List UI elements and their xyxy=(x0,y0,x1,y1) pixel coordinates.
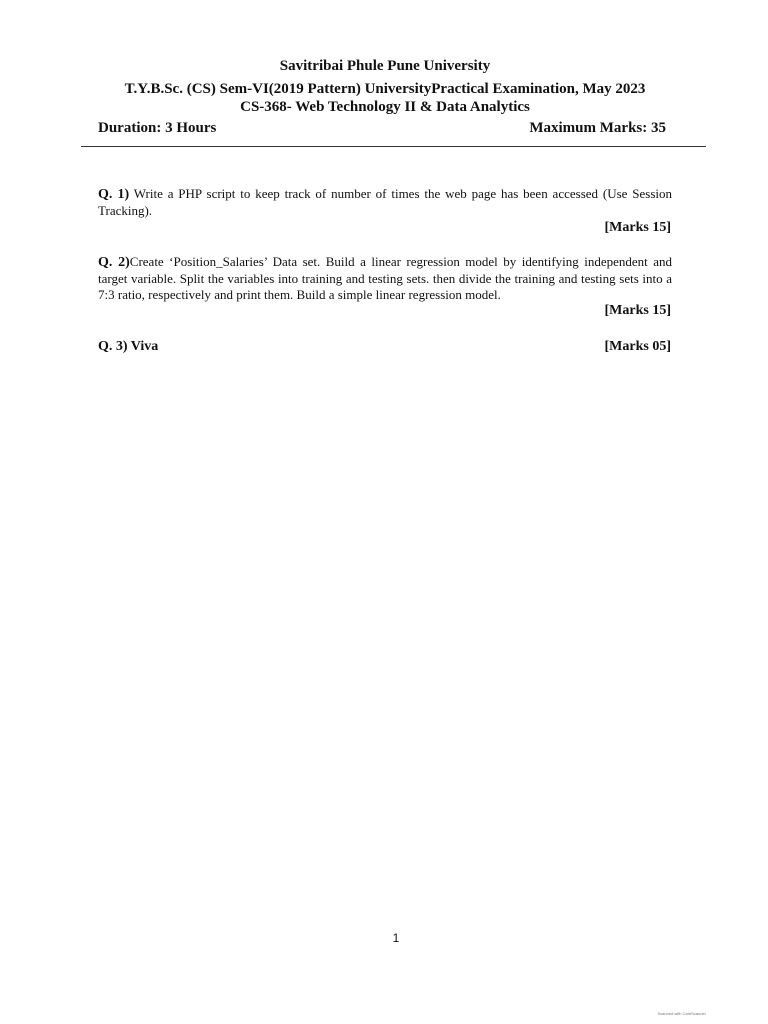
page-number: 1 xyxy=(392,931,400,945)
question-1-text: Write a PHP script to keep track of number of times the web page has been accessed (Use Session Tracking). xyxy=(98,186,672,218)
paper-title: CS-368- Web Technology II & Data Analytics xyxy=(240,99,530,115)
duration-label: Duration: 3 Hours xyxy=(98,120,217,136)
question-1-number: Q. 1) xyxy=(98,187,130,202)
header-divider xyxy=(81,146,706,147)
question-2 xyxy=(98,254,672,303)
max-marks-label: Maximum Marks: 35 xyxy=(529,120,666,136)
scanner-watermark: Scanned with CamScanner xyxy=(657,1011,706,1016)
exam-meta-row xyxy=(98,118,666,138)
question-3 xyxy=(98,338,671,356)
question-3-marks: [Marks 05] xyxy=(604,339,671,354)
question-2-marks: [Marks 15] xyxy=(604,303,671,318)
question-3-number: Q. 3) Viva xyxy=(98,339,159,354)
question-1 xyxy=(98,186,672,219)
question-2-number: Q. 2) xyxy=(98,255,130,270)
question-1-marks: [Marks 15] xyxy=(604,220,671,235)
course-title: T.Y.B.Sc. (CS) Sem-VI(2019 Pattern) UniversityPractical Examination, May 2023 xyxy=(124,81,646,97)
university-name: Savitribai Phule Pune University xyxy=(279,58,491,74)
question-2-text: Create ‘Position_Salaries’ Data set. Build a linear regression model by identifying independent and target variable. Split the variables into training and testing sets. then divide the training and testing sets into a 7:3 ratio, respectively and print them. Build a simple linear regression model. xyxy=(98,254,673,302)
